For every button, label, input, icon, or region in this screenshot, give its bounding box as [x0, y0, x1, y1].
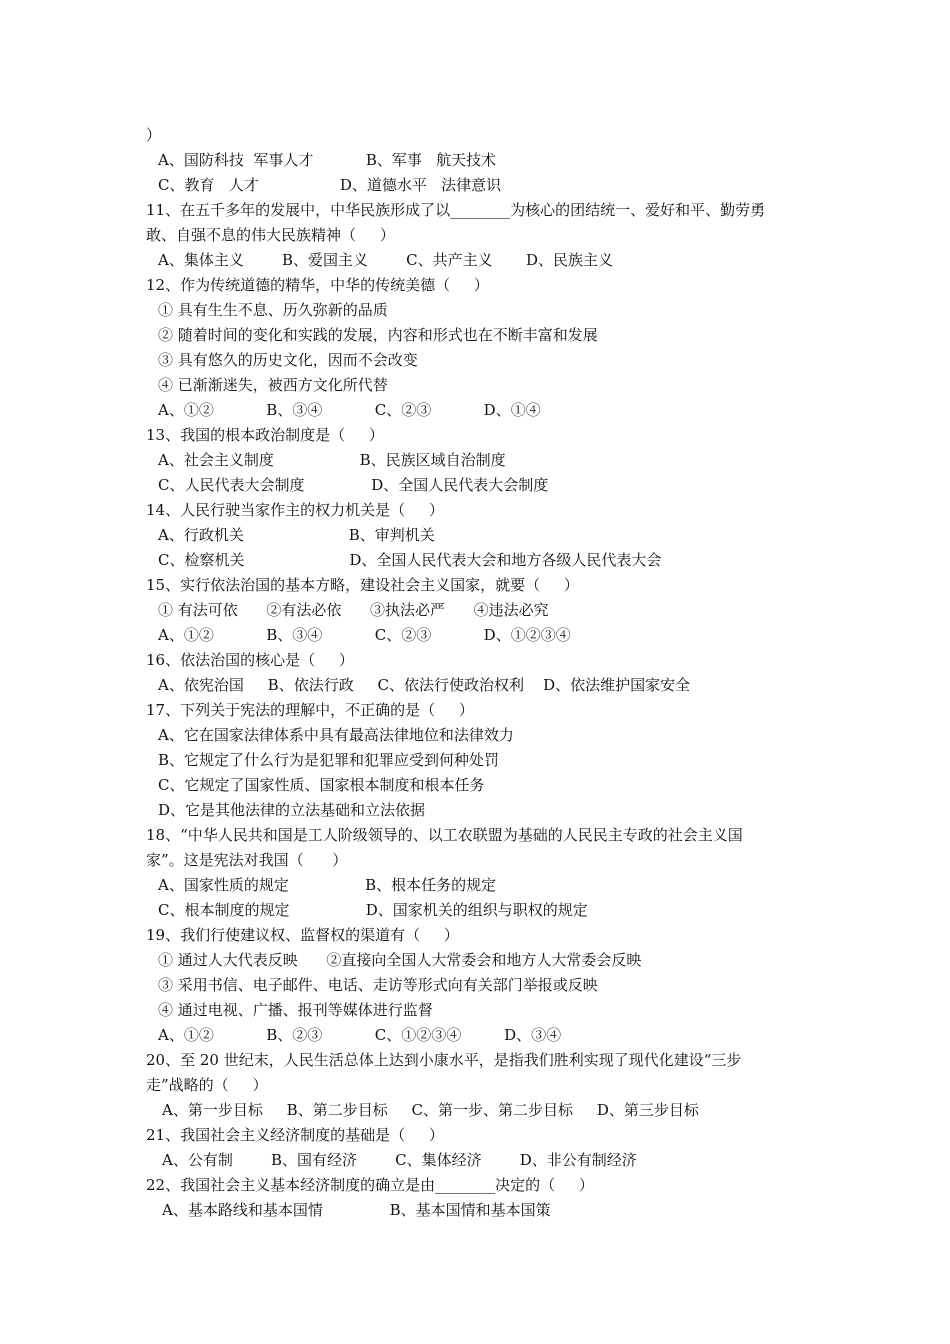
- text-line: ④ 已渐渐迷失，被西方文化所代替: [158, 376, 388, 394]
- text-line: C、检察机关 D、全国人民代表大会和地方各级人民代表大会: [158, 551, 662, 569]
- text-line: ③ 采用书信、电子邮件、电话、走访等形式向有关部门举报或反映: [158, 976, 598, 994]
- text-line: 11、在五千多年的发展中，中华民族形成了以________为核心的团结统一、爱好和平、勤劳勇: [146, 201, 766, 219]
- text-line: 20、至 20 世纪末，人民生活总体上达到小康水平，是指我们胜利实现了现代化建设“三步: [146, 1051, 742, 1069]
- text-line: ）: [146, 126, 162, 144]
- text-line: D、它是其他法律的立法基础和立法依据: [158, 801, 426, 819]
- text-line: 18、“中华人民共和国是工人阶级领导的、以工农联盟为基础的人民民主专政的社会主义国: [146, 826, 743, 844]
- text-line: A、①② B、③④ C、②③ D、①④: [158, 401, 541, 419]
- text-line: A、它在国家法律体系中具有最高法律地位和法律效力: [158, 726, 514, 744]
- text-line: A、①② B、③④ C、②③ D、①②③④: [158, 626, 571, 644]
- text-line: 16、依法治国的核心是（ ）: [146, 651, 354, 669]
- text-line: 14、人民行驶当家作主的权力机关是（ ）: [146, 501, 444, 519]
- text-line: ② 随着时间的变化和实践的发展，内容和形式也在不断丰富和发展: [158, 326, 598, 344]
- text-line: 13、我国的根本政治制度是（ ）: [146, 426, 384, 444]
- text-line: ① 通过人大代表反映 ②直接向全国人大常委会和地方人大常委会反映: [158, 951, 642, 969]
- text-line: ① 具有生生不息、历久弥新的品质: [158, 301, 388, 319]
- text-line: 家”。这是宪法对我国（ ）: [146, 851, 348, 869]
- text-line: 12、作为传统道德的精华，中华的传统美德（ ）: [146, 276, 489, 294]
- text-line: A、公有制 B、国有经济 C、集体经济 D、非公有制经济: [162, 1151, 637, 1169]
- text-line: A、集体主义 B、爱国主义 C、共产主义 D、民族主义: [158, 251, 614, 269]
- text-line: C、根本制度的规定 D、国家机关的组织与职权的规定: [158, 901, 588, 919]
- question-list: [146, 123, 826, 1223]
- text-line: C、它规定了国家性质、国家根本制度和根本任务: [158, 776, 485, 794]
- text-line: 走”战略的（ ）: [146, 1076, 268, 1094]
- text-line: A、依宪治国 B、依法行政 C、依法行使政治权利 D、依法维护国家安全: [158, 676, 691, 694]
- text-line: A、①② B、②③ C、①②③④ D、③④: [158, 1026, 562, 1044]
- text-line: 17、下列关于宪法的理解中，不正确的是（ ）: [146, 701, 474, 719]
- text-line: ④ 通过电视、广播、报刊等媒体进行监督: [158, 1001, 433, 1019]
- text-line: C、教育 人才 D、道德水平 法律意识: [158, 176, 502, 194]
- text-line: A、第一步目标 B、第二步目标 C、第一步、第二步目标 D、第三步目标: [162, 1101, 699, 1119]
- text-line: A、国家性质的规定 B、根本任务的规定: [158, 876, 497, 894]
- text-line: 15、实行依法治国的基本方略，建设社会主义国家，就要（ ）: [146, 576, 579, 594]
- text-line: 敢、自强不息的伟大民族精神（ ）: [146, 226, 395, 244]
- text-line: A、基本路线和基本国情 B、基本国情和基本国策: [162, 1201, 551, 1219]
- text-line: A、国防科技 军事人才 B、军事 航天技术: [158, 151, 497, 169]
- text-line: 22、我国社会主义基本经济制度的确立是由________决定的（ ）: [146, 1176, 594, 1194]
- text-line: 19、我们行使建议权、监督权的渠道有（ ）: [146, 926, 459, 944]
- text-line: C、人民代表大会制度 D、全国人民代表大会制度: [158, 476, 549, 494]
- text-line: A、行政机关 B、审判机关: [158, 526, 435, 544]
- text-line: ③ 具有悠久的历史文化，因而不会改变: [158, 351, 418, 369]
- text-line: ① 有法可依 ②有法必依 ③执法必严 ④违法必究: [158, 601, 549, 619]
- text-line: 21、我国社会主义经济制度的基础是（ ）: [146, 1126, 444, 1144]
- text-line: B、它规定了什么行为是犯罪和犯罪应受到何种处罚: [158, 751, 500, 769]
- text-line: A、社会主义制度 B、民族区域自治制度: [158, 451, 506, 469]
